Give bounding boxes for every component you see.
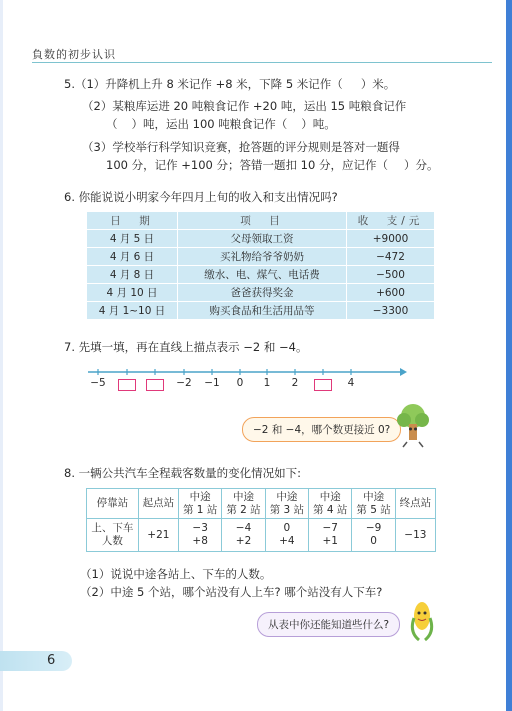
table-row	[87, 266, 435, 284]
left-edge	[0, 0, 3, 711]
running-header	[32, 44, 492, 63]
table-row	[87, 302, 435, 320]
q5-line3	[106, 117, 336, 131]
header-cell: 中途 第 3 站	[265, 489, 308, 519]
q5-3-tail: ）分。	[403, 158, 439, 172]
cell: 父母领取工资	[178, 230, 347, 248]
q8-question: 8. 一辆公共汽车全程载客数量的变化情况如下:	[64, 466, 301, 480]
cell: 0 +4	[265, 519, 308, 552]
bus-table	[86, 488, 436, 552]
cell: +21	[138, 519, 178, 552]
tick-label: −2	[176, 377, 192, 389]
header-cell: 终点站	[395, 489, 435, 519]
q5-line5	[106, 158, 438, 172]
cell: 购买食品和生活用品等	[178, 302, 347, 320]
tick-label: 1	[263, 377, 271, 389]
speech-bubble-q7: −2 和 −4，哪个数更接近 0?	[242, 417, 401, 442]
cell: 4 月 10 日	[87, 284, 178, 302]
table-row	[87, 519, 436, 552]
answer-box[interactable]	[314, 379, 332, 391]
tick-label: 4	[347, 377, 355, 389]
table-header-row	[87, 212, 435, 230]
cell: −4 +2	[222, 519, 265, 552]
header-cell: 起点站	[138, 489, 178, 519]
cell: 4 月 8 日	[87, 266, 178, 284]
right-edge-bar	[506, 0, 512, 711]
cell: +600	[347, 284, 435, 302]
q8-sub2: （2）中途 5 个站，哪个站没有人上车? 哪个站没有人下车?	[80, 585, 383, 599]
cell: −3 +8	[178, 519, 221, 552]
col-date: 日 期	[87, 212, 178, 230]
q6-question: 6. 你能说说小明家今年四月上旬的收入和支出情况吗?	[64, 190, 338, 204]
col-item: 项 目	[178, 212, 347, 230]
cell: −13	[395, 519, 435, 552]
header-cell: 中途 第 5 站	[352, 489, 395, 519]
q5-line1	[64, 77, 395, 91]
q5-2-text: ）吨，运出 100 吨粮食记作（	[131, 117, 288, 131]
cell: −9 0	[352, 519, 395, 552]
cell: −500	[347, 266, 435, 284]
col-amount: 收 支/元	[347, 212, 435, 230]
cell: 缴水、电、煤气、电话费	[178, 266, 347, 284]
answer-box[interactable]	[118, 379, 136, 391]
cell: −3300	[347, 302, 435, 320]
cell: 4 月 1~10 日	[87, 302, 178, 320]
q5-line4: （3）学校举行科学知识竞赛，抢答题的评分规则是答对一题得	[82, 140, 400, 154]
cell: 4 月 6 日	[87, 248, 178, 266]
cell: −472	[347, 248, 435, 266]
q8-sub1: （1）说说中途各站上、下车的人数。	[80, 567, 272, 581]
cell: 4 月 5 日	[87, 230, 178, 248]
tick-label: 0	[236, 377, 244, 389]
table-row	[87, 248, 435, 266]
q7-question: 7. 先填一填，再在直线上描点表示 −2 和 −4。	[64, 340, 308, 354]
arrow-icon	[400, 368, 407, 376]
cell: +9000	[347, 230, 435, 248]
header-cell: 停靠站	[87, 489, 139, 519]
q5-2-open: （	[106, 117, 118, 131]
cell: 买礼物给爷爷奶奶	[178, 248, 347, 266]
q5-3-text: 100 分，记作 +100 分；答错一题扣 10 分，应记作（	[106, 158, 388, 172]
tree-character-icon	[393, 402, 433, 448]
tick-label: −1	[204, 377, 220, 389]
q5-1-tail: ）米。	[360, 77, 396, 91]
answer-box[interactable]	[146, 379, 164, 391]
header-cell: 中途 第 1 站	[178, 489, 221, 519]
page-number-tab	[0, 651, 72, 671]
table-header-row	[87, 489, 436, 519]
income-table	[86, 211, 435, 320]
speech-bubble-q8: 从表中你还能知道些什么?	[257, 612, 400, 637]
q5-line2: （2）某粮库运进 20 吨粮食记作 +20 吨，运出 15 吨粮食记作	[82, 99, 407, 113]
header-cell: 中途 第 2 站	[222, 489, 265, 519]
tick-label: −5	[90, 377, 106, 389]
cell: 爸爸获得奖金	[178, 284, 347, 302]
page-number: 6	[47, 653, 56, 668]
header-cell: 中途 第 4 站	[309, 489, 352, 519]
cell: −7 +1	[309, 519, 352, 552]
corn-character-icon	[407, 598, 437, 644]
header-title: 負数的初步认识	[32, 48, 116, 61]
q5-1-text: 5.（1）升降机上升 8 米记作 +8 米，下降 5 米记作（	[64, 77, 343, 91]
table-row	[87, 284, 435, 302]
table-row	[87, 230, 435, 248]
tick-label: 2	[291, 377, 299, 389]
row-label: 上、下车 人数	[87, 519, 139, 552]
q5-2-tail: ）吨。	[301, 117, 336, 131]
